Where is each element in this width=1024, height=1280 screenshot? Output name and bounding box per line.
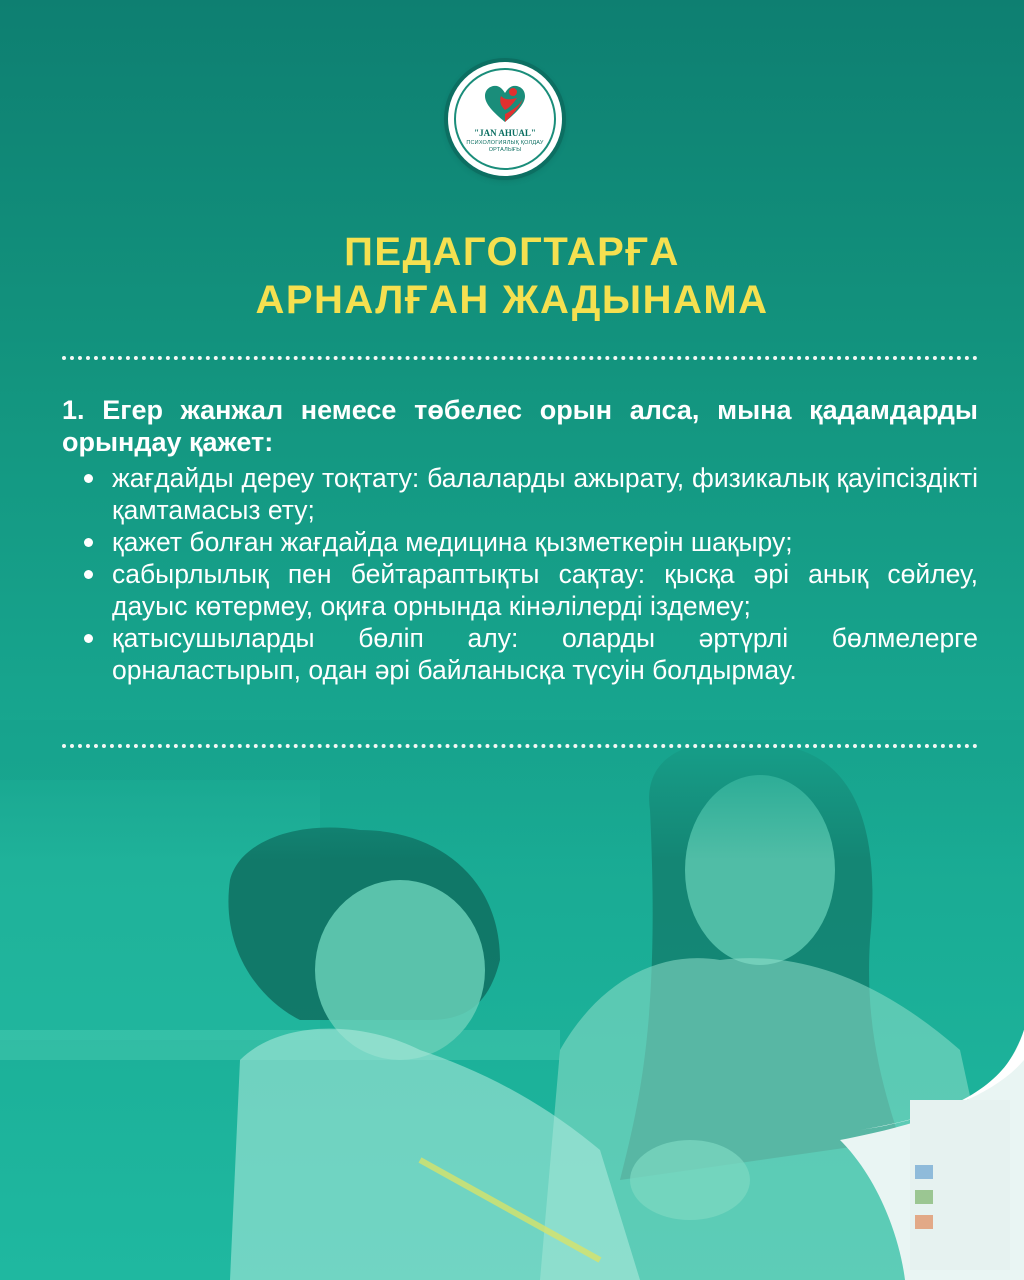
title-line-1: ПЕДАГОГТАРҒА: [344, 230, 680, 274]
top-divider: [62, 356, 978, 360]
logo: [448, 62, 562, 176]
list-item-text: жағдайды дереу тоқтату: балаларды ажырату, физикалық қауіпсіздікті қамтамасыз ету;: [112, 463, 978, 525]
list-item: [62, 462, 978, 526]
logo-subtitle: ПСИХОЛОГИЯЛЫҚ ҚОЛДАУ ОРТАЛЫҒЫ: [466, 140, 544, 153]
bottom-divider: [62, 744, 978, 748]
list-item: [62, 622, 978, 686]
list-item: [62, 558, 978, 622]
bullet-icon: [84, 474, 93, 483]
logo-name: "JAN AHUAL": [474, 128, 536, 138]
steps-list: [62, 462, 978, 686]
bullet-icon: [84, 538, 93, 547]
list-item-text: қажет болған жағдайда медицина қызметкерін шақыру;: [112, 527, 793, 557]
list-item-text: сабырлылық пен бейтараптықты сақтау: қысқа әрі анық сөйлеу, дауыс көтермеу, оқиға орнында кінәлілерді іздемеу;: [112, 559, 978, 621]
page-title: [0, 228, 1024, 324]
bullet-icon: [84, 634, 93, 643]
list-item-text: қатысушыларды бөліп алу: оларды әртүрлі бөлмелерге орналастырып, одан әрі байланысқа түсуін болдырмау.: [112, 623, 978, 685]
section-heading: 1. Егер жанжал немесе төбелес орын алса, мына қадамдарды орындау қажет:: [62, 395, 978, 457]
heart-icon: [483, 84, 527, 124]
list-item: [62, 526, 978, 558]
memo-section: [62, 394, 978, 686]
bullet-icon: [84, 570, 93, 579]
title-line-2: АРНАЛҒАН ЖАДЫНАМА: [255, 278, 769, 322]
background-photo: [0, 720, 1024, 1280]
